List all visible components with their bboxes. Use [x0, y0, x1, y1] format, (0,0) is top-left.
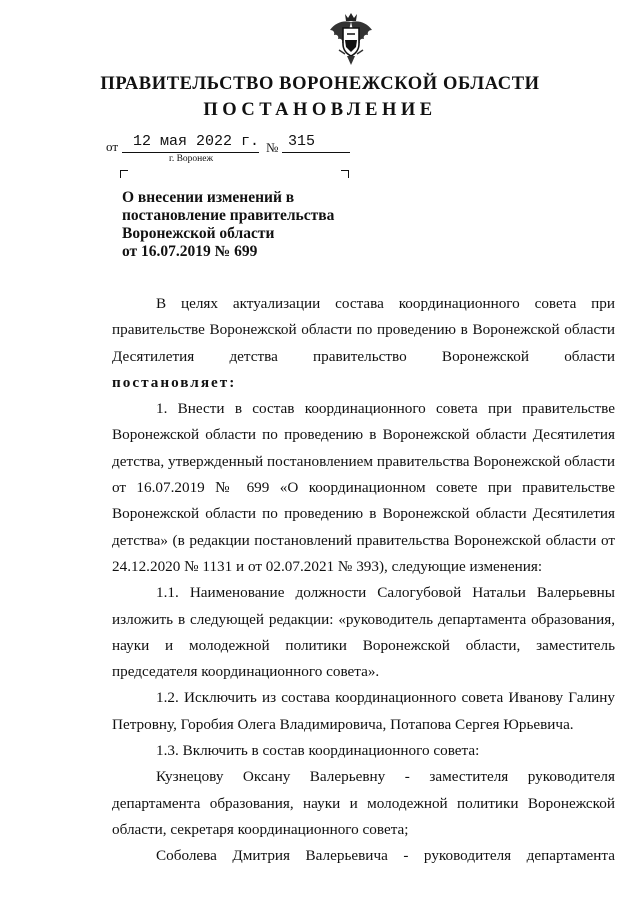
number-value: 315	[288, 133, 316, 150]
bracket-left	[120, 170, 128, 178]
document-type: ПОСТАНОВЛЕНИЕ	[203, 100, 437, 120]
subject-line: от 16.07.2019 № 699	[122, 243, 258, 260]
document-subject	[122, 189, 352, 261]
date-underline	[122, 152, 259, 153]
member-sobolev: Соболева Дмитрия Валерьевича - руководителя департамента	[156, 847, 615, 865]
number-underline	[282, 152, 350, 153]
member-kuznetsova: Кузнецову Оксану Валерьевну - заместителя руководителя департамента образования, науки и молодежной политики Воронежской области, секретаря координационного совета;	[112, 768, 615, 838]
intro-paragraph: В целях актуализации состава координационного совета при правительстве Воронежской области по проведению в Воронежской области Десятилетия детства правительство Воронежской области постановляет:	[112, 295, 615, 391]
paragraph-1: 1. Внести в состав координационного совета при правительстве Воронежской области по проведению в Воронежской области Десятилетия детства, утвержденный постановлением правительства Воронежской области от 16.07.2019 № 699 «О координационном совете при правительстве Воронежской области по проведению в Воронежской области Десятилетия детства» (в редакции постановлений правительства Воронежской области от 24.12.2020 № 1131 и от 02.07.2021 № 393), следующие изменения:	[112, 400, 615, 575]
organization-name: ПРАВИТЕЛЬСТВО ВОРОНЕЖСКОЙ ОБЛАСТИ	[100, 74, 540, 94]
resolution-word: постановляет:	[112, 373, 237, 391]
paragraph-1-3: 1.3. Включить в состав координационного совета:	[156, 742, 480, 760]
subject-line: постановление правительства	[122, 207, 335, 224]
paragraph-1-2: 1.2. Исключить из состава координационного совета Иванову Галину Петровну, Горобия Олега Владимировича, Потапова Сергея Юрьевича.	[112, 689, 615, 733]
place-of-issue: г. Воронеж	[169, 154, 214, 164]
date-value: 12 мая 2022 г.	[133, 133, 260, 150]
coat-of-arms-icon	[327, 10, 375, 68]
document-body	[112, 291, 615, 870]
date-prefix: от	[106, 139, 119, 154]
bracket-right	[341, 170, 349, 178]
number-prefix: №	[266, 140, 279, 155]
subject-line: Воронежской области	[122, 225, 275, 242]
paragraph-1-1: 1.1. Наименование должности Салогубовой Натальи Валерьевны изложить в следующей редакции: «руководитель департамента образования, науки и молодежной политики Воронежской области, заместитель председателя координационного совета».	[112, 584, 615, 681]
subject-line: О внесении изменений в	[122, 189, 295, 206]
